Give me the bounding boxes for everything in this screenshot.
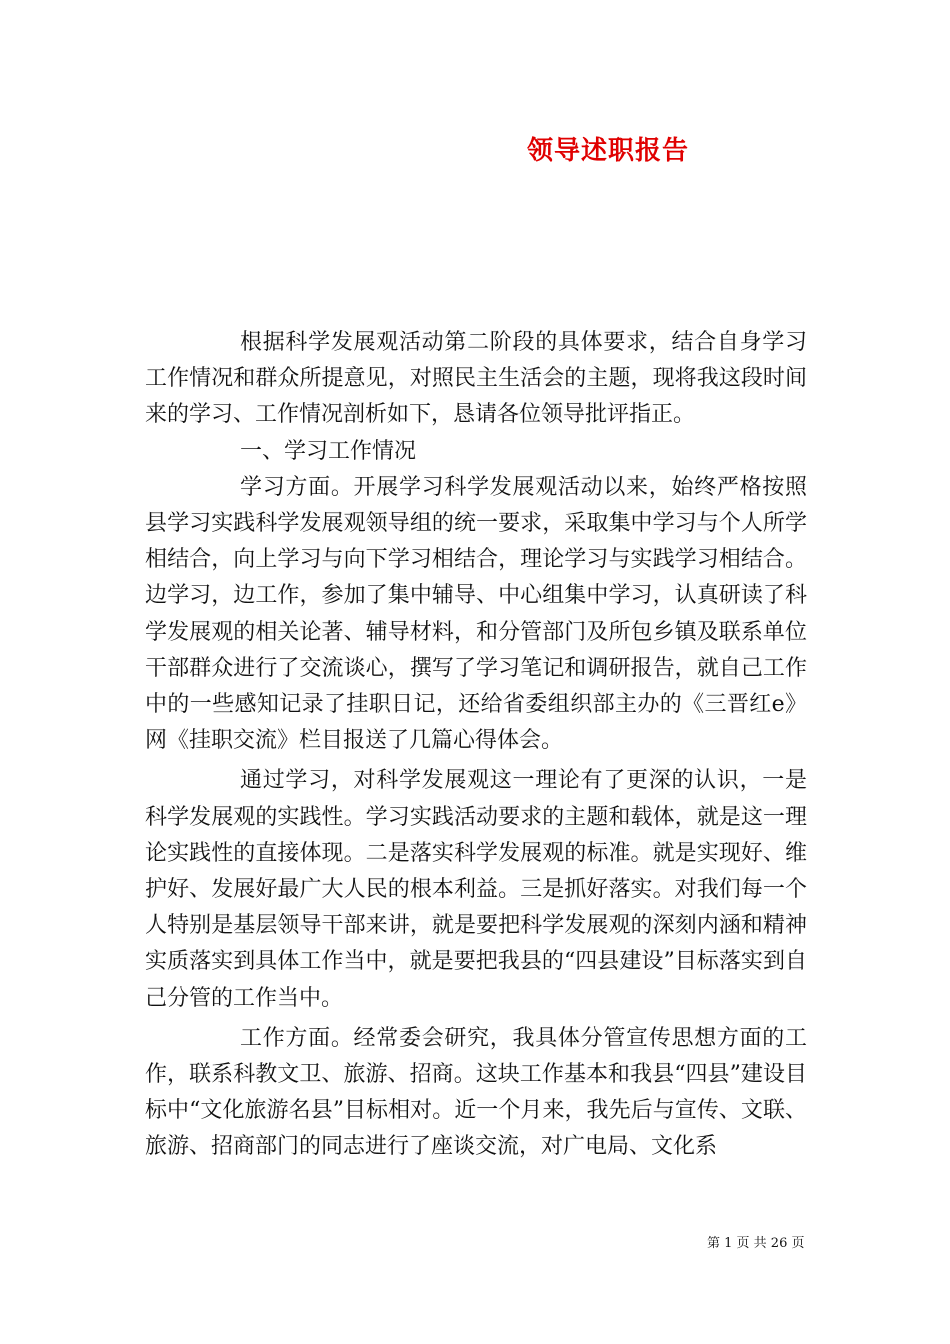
understanding-paragraph: 通过学习，对科学发展观这一理论有了更深的认识，一是科学发展观的实践性。学习实践活动要求的主题和载体，就是这一理论实践性的直接体现。二是落实科学发展观的标准。就是实现好、维护好、发展好最广大人民的根本利益。三是抓好落实。对我们每一个人特别是基层领导干部来讲，就是要把科学发展观的深刻内涵和精神实质落实到具体工作当中，就是要把我县的“四县建设”目标落实到自己分管的工作当中。 — [145, 768, 807, 1011]
work-paragraph: 工作方面。经常委会研究，我具体分管宣传思想方面的工作，联系科教文卫、旅游、招商。这块工作基本和我县“四县”建设目标中“文化旅游名县”目标相对。近一个月来，我先后与宣传、文联、旅游、招商部门的同志进行了座谈交流，对广电局、文化系 — [145, 1025, 807, 1160]
section-heading: 一、学习工作情况 — [240, 438, 417, 464]
intro-paragraph: 根据科学发展观活动第二阶段的具体要求，结合自身学习工作情况和群众所提意见，对照民主生活会的主题，现将我这段时间来的学习、工作情况剖析如下，恳请各位领导批评指正。 — [145, 330, 807, 428]
page-number: 第 1 页 共 26 页 — [707, 1236, 805, 1251]
document-body — [145, 325, 807, 1166]
document-title: 领导述职报告 — [527, 136, 690, 166]
study-paragraph: 学习方面。开展学习科学发展观活动以来，始终严格按照县学习实践科学发展观领导组的统一要求，采取集中学习与个人所学相结合，向上学习与向下学习相结合，理论学习与实践学习相结合。边学习，边工作，参加了集中辅导、中心组集中学习，认真研读了科学发展观的相关论著、辅导材料，和分管部门及所包乡镇及联系单位干部群众进行了交流谈心，撰写了学习笔记和调研报告，就自己工作中的一些感知记录了挂职日记，还给省委组织部主办的《三晋红e》网《挂职交流》栏目报送了几篇心得体会。 — [145, 474, 807, 754]
